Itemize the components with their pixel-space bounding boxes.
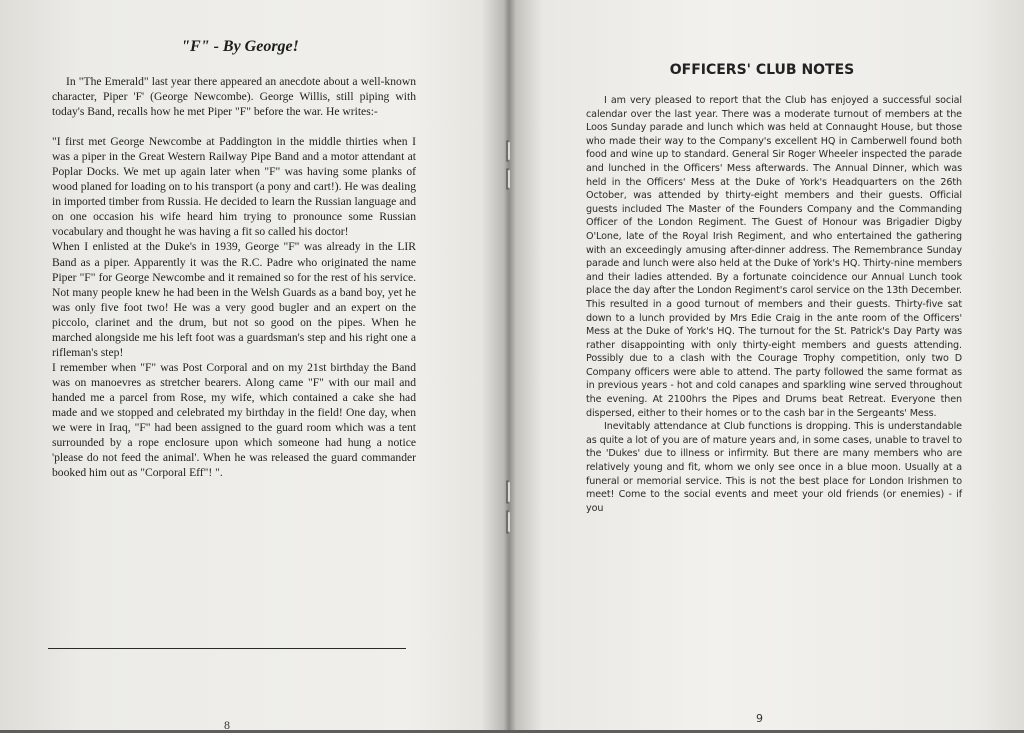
right-page-body (586, 94, 962, 515)
right-page-title: OFFICERS' CLUB NOTES (669, 62, 855, 78)
left-paragraph: I remember when "F" was Post Corporal and on my 21st birthday the Band was on manoevres as stretcher bearers. Along came "F" with our mail and handed me a parcel from Rose, my wife, which contained a cake she had made and we stopped and celebrated my birthday in the field! One day, when we were in Iraq, "F" had been assigned to the guard room which was a tent surrounded by a rope enclosure upon which someone had hung a notice 'please do not feed the animal'. When he was released the guard commander booked him out as "Corporal Eff"! ". (52, 360, 416, 480)
right-paragraph: I am very pleased to report that the Club has enjoyed a successful social calendar over the last year. There was a moderate turnout of members at the Loos Sunday parade and lunch which was held at Connaught House, but those who made their way to the Company's excellent HQ in Camberwell found both food and wine up to standard. General Sir Roger Wheeler inspected the parade and lunched in the Officers' Mess afterwards. The Annual Dinner, which was held in the Officers' Mess at the Duke of York's Headquarters on the 26th October, was attended by thirty-eight members and their guests. Official guests included The Master of the Founders Company and the Commanding Officer of the London Regiment. The Guest of Honour was Brigadier Digby O'Lone, late of the Royal Irish Regiment, and who entertained the gathering with an exceedingly amusing after-dinner address. The Remembrance Sunday parade and lunch were also held at the Duke of York's HQ. Thirty-nine members and their ladies attended. By a fortunate coincidence our Annual Lunch took place the day after the London Regiment's carol service on the 13th December. This resulted in a good turnout of members and their guests. Thirty-five sat down to a lunch provided by Mrs Edie Craig in the ante room of the Officers' Mess at the Duke of York's HQ. The turnout for the St. Patrick's Day Party was rather disappointing with only thirty-eight members and guests attending. Possibly due to a clash with the Courage Trophy competition, only two D Company officers were able to attend. The party followed the same format as in previous years - hot and cold canapes and sparkling wine served throughout the evening. At 2100hrs the Pipes and Drums beat Retreat. Everyone then dispersed, either to their homes or to the cash bar in the Sergeants' Mess. (586, 95, 962, 419)
staple-top (503, 140, 513, 190)
page-number-left: 8 (224, 718, 230, 732)
left-paragraph: When I enlisted at the Duke's in 1939, George "F" was already in the LIR Band as a piper. Apparently it was the R.C. Padre who originated the name Piper "F" for George Newcombe and it remained so for the rest of his service. Not many people knew he had been in the Welsh Guards as a band boy, yet he was only five foot two! He was a very good bugler and an expert on the piccolo, clarinet and the drum, but not so good on the pipes. When he marched alongside me his left foot was a guardsman's step and his right one a rifleman's step! (52, 240, 416, 359)
left-paragraph: "I first met George Newcombe at Paddington in the middle thirties when I was a piper in the Great Western Railway Pipe Band and a motor attendant at Poplar Docks. We met up again later when "F" was having some planks of wood planed for loading on to his transport (a pony and cart!). He was dealing in imported timber from Russia. He decided to learn the Russian language and on one occasion his wife heard him trying to pronounce some Russian vocabulary and thought he was having a fit so called his doctor! (52, 135, 416, 239)
end-rule (48, 648, 406, 649)
right-paragraph: Inevitably attendance at Club functions is dropping. This is understandable as quite a lot of you are of mature years and, in some cases, unable to travel to the 'Dukes' due to illness or infirmity. But there are many members who are relatively young and fit, whom we only see once in a blue moon. Usually at a funeral or memorial service. This is not the best place for London Irishmen to meet! Come to the social events and meet your old friends (or enemies) - if you (586, 421, 962, 514)
left-page (0, 0, 496, 730)
right-page (512, 0, 1024, 730)
page-number-right: 9 (756, 712, 763, 725)
staple-bottom (503, 480, 513, 536)
left-page-title: "F" - By George! (181, 38, 299, 55)
left-page-body (52, 74, 416, 480)
left-intro-paragraph: In "The Emerald" last year there appeared an anecdote about a well-known character, Piper 'F' (George Newcombe). George Willis, still piping with today's Band, recalls how he met Piper "F" before the war. He writes:- (52, 75, 416, 119)
